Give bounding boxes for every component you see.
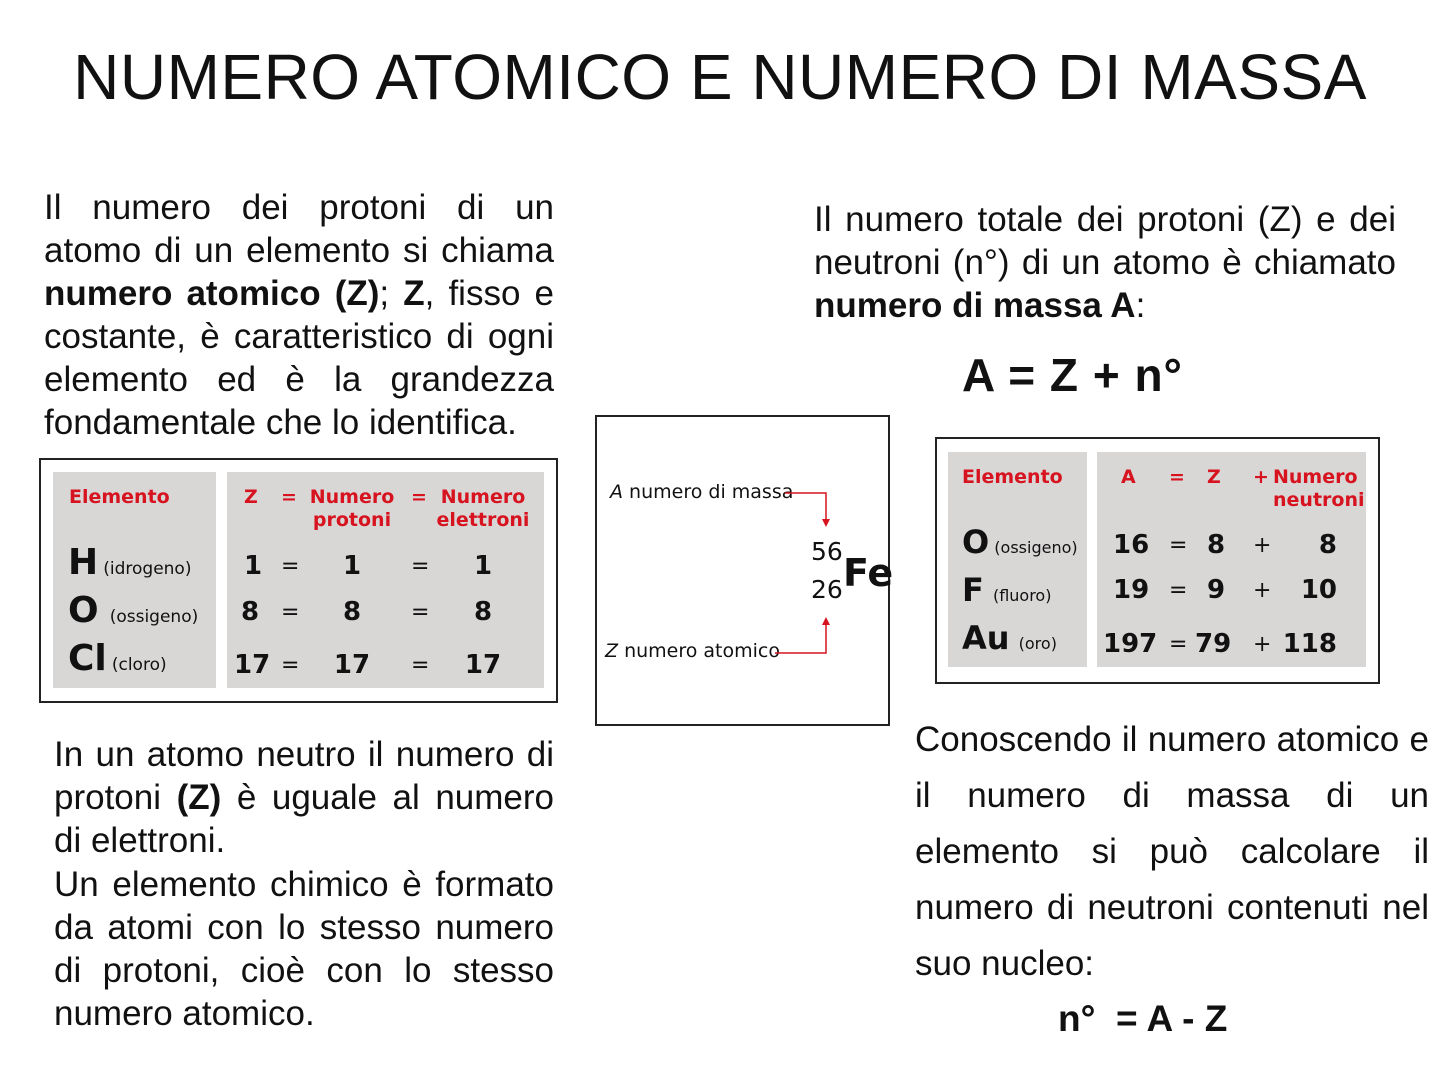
a-value: 16 — [1113, 530, 1150, 560]
mass-number-value: 56 — [811, 537, 843, 566]
header-z: Z — [244, 486, 258, 508]
eq-sign: = — [281, 554, 300, 579]
atomic-number-text-3: , fisso e costante, è caratteristico di ogni elemento ed è la grandezza fondamentale che lo identifica. — [44, 274, 554, 442]
element-symbol: Au — [962, 619, 1010, 657]
eq-sign: = — [1169, 578, 1188, 603]
a-value: 197 — [1103, 629, 1158, 659]
neutral-atom-paragraph — [54, 733, 554, 862]
atomic-number-letter: Z — [605, 640, 619, 662]
a-value: 19 — [1113, 575, 1150, 605]
element-symbol-fe: Fe — [843, 551, 894, 595]
eq-sign: = — [411, 554, 430, 579]
header-elemento: Elemento — [69, 486, 170, 508]
header-a: A — [1121, 466, 1136, 488]
element-symbol: F — [962, 571, 984, 609]
z-value: 8 — [241, 597, 260, 627]
element-definition-paragraph: Un elemento chimico è formato da atomi con lo stesso numero di protoni, cioè con lo stesso numero atomico. — [54, 865, 554, 1033]
header-numero-neutroni: Numero neutroni — [1273, 466, 1365, 511]
plus-sign: + — [1253, 533, 1272, 558]
mass-formula: A = Z + n° — [962, 349, 1183, 401]
element-name: (oro) — [1018, 634, 1057, 653]
elettroni-value: 8 — [473, 597, 493, 627]
atomic-number-paragraph — [44, 186, 554, 444]
table-row — [68, 590, 198, 631]
mass-arrow-head — [822, 519, 830, 527]
header-numero-protoni: Numero protoni — [309, 486, 395, 531]
neutroni-value: 118 — [1282, 629, 1337, 659]
eq-sign: = — [281, 600, 300, 625]
atomic-number-value: 26 — [811, 575, 843, 604]
z-value: 1 — [244, 551, 263, 581]
atomic-number-table — [39, 458, 558, 703]
neutral-atom-text-1: In un atomo neutro il numero di protoni — [54, 735, 554, 817]
element-name: (ossigeno) — [994, 538, 1078, 557]
mass-number-table — [935, 437, 1380, 684]
atomic-number-text: numero atomico — [624, 640, 780, 662]
eq-sign: = — [281, 653, 300, 678]
z-symbol: Z — [403, 274, 425, 313]
mass-number-paragraph — [814, 198, 1396, 327]
z-value: 79 — [1195, 629, 1232, 659]
atomic-arrow-head — [822, 617, 830, 625]
table-row — [68, 542, 191, 583]
neutron-calc-paragraph: Conoscendo il numero atomico e il numero di massa di un elemento si può calcolare il numero di neutroni contenuti nel suo nucleo: — [915, 720, 1429, 983]
mass-arrow-line — [785, 493, 826, 521]
table-row — [962, 571, 1051, 609]
element-symbol: H — [68, 542, 99, 583]
mass-number-text: numero di massa — [629, 481, 794, 503]
neutral-atom-text-2: è uguale al numero di elettroni. — [54, 778, 554, 860]
z-value: 9 — [1207, 575, 1226, 605]
atomic-number-text-1: Il numero dei protoni di un atomo di un elemento si chiama — [44, 188, 554, 270]
mass-number-text-1: Il numero totale dei protoni (Z) e dei neutroni (n°) di un atomo è chiamato — [814, 200, 1396, 282]
header-plus: + — [1253, 466, 1269, 488]
element-symbol: Cl — [68, 638, 107, 679]
plus-sign: + — [1253, 578, 1272, 603]
element-name: (idrogeno) — [103, 559, 192, 579]
table-row — [962, 523, 1078, 561]
header-eq: = — [1169, 466, 1185, 488]
mass-number-letter: A — [610, 481, 623, 503]
z-value: 8 — [1207, 530, 1226, 560]
elettroni-value: 1 — [473, 551, 493, 581]
header-numero-elettroni: Numero elettroni — [436, 486, 530, 531]
plus-sign: + — [1253, 632, 1272, 657]
mass-number-term: numero di massa A — [814, 286, 1136, 325]
neutron-formula: n° = A - Z — [1058, 998, 1228, 1039]
atomic-number-text-2: ; — [379, 274, 390, 313]
element-name: (fluoro) — [992, 586, 1052, 605]
table-row — [962, 619, 1057, 657]
page-title: NUMERO ATOMICO E NUMERO DI MASSA — [73, 41, 1367, 113]
element-name: (cloro) — [111, 655, 167, 675]
neutroni-value: 8 — [1318, 530, 1337, 560]
header-z: Z — [1207, 466, 1221, 488]
eq-sign: = — [1169, 632, 1188, 657]
elettroni-value: 17 — [464, 650, 502, 680]
isotope-notation-diagram — [595, 415, 894, 726]
element-symbol: O — [962, 523, 990, 561]
protoni-value: 8 — [342, 597, 362, 627]
neutral-atom-z: (Z) — [176, 778, 222, 817]
eq-sign: = — [411, 600, 430, 625]
z-value: 17 — [234, 650, 271, 680]
atomic-number-term: numero atomico (Z) — [44, 274, 380, 313]
table-row — [68, 638, 167, 679]
atomic-arrow-line — [775, 623, 826, 653]
header-eq-2: = — [411, 486, 427, 508]
element-symbol: O — [68, 590, 99, 631]
element-name: (ossigeno) — [109, 607, 199, 627]
eq-sign: = — [1169, 533, 1188, 558]
neutroni-value: 10 — [1300, 575, 1337, 605]
header-eq-1: = — [281, 486, 297, 508]
protoni-value: 17 — [333, 650, 371, 680]
protoni-value: 1 — [342, 551, 362, 581]
eq-sign: = — [411, 653, 430, 678]
mass-number-text-2: : — [1135, 286, 1146, 325]
header-elemento: Elemento — [962, 466, 1063, 488]
